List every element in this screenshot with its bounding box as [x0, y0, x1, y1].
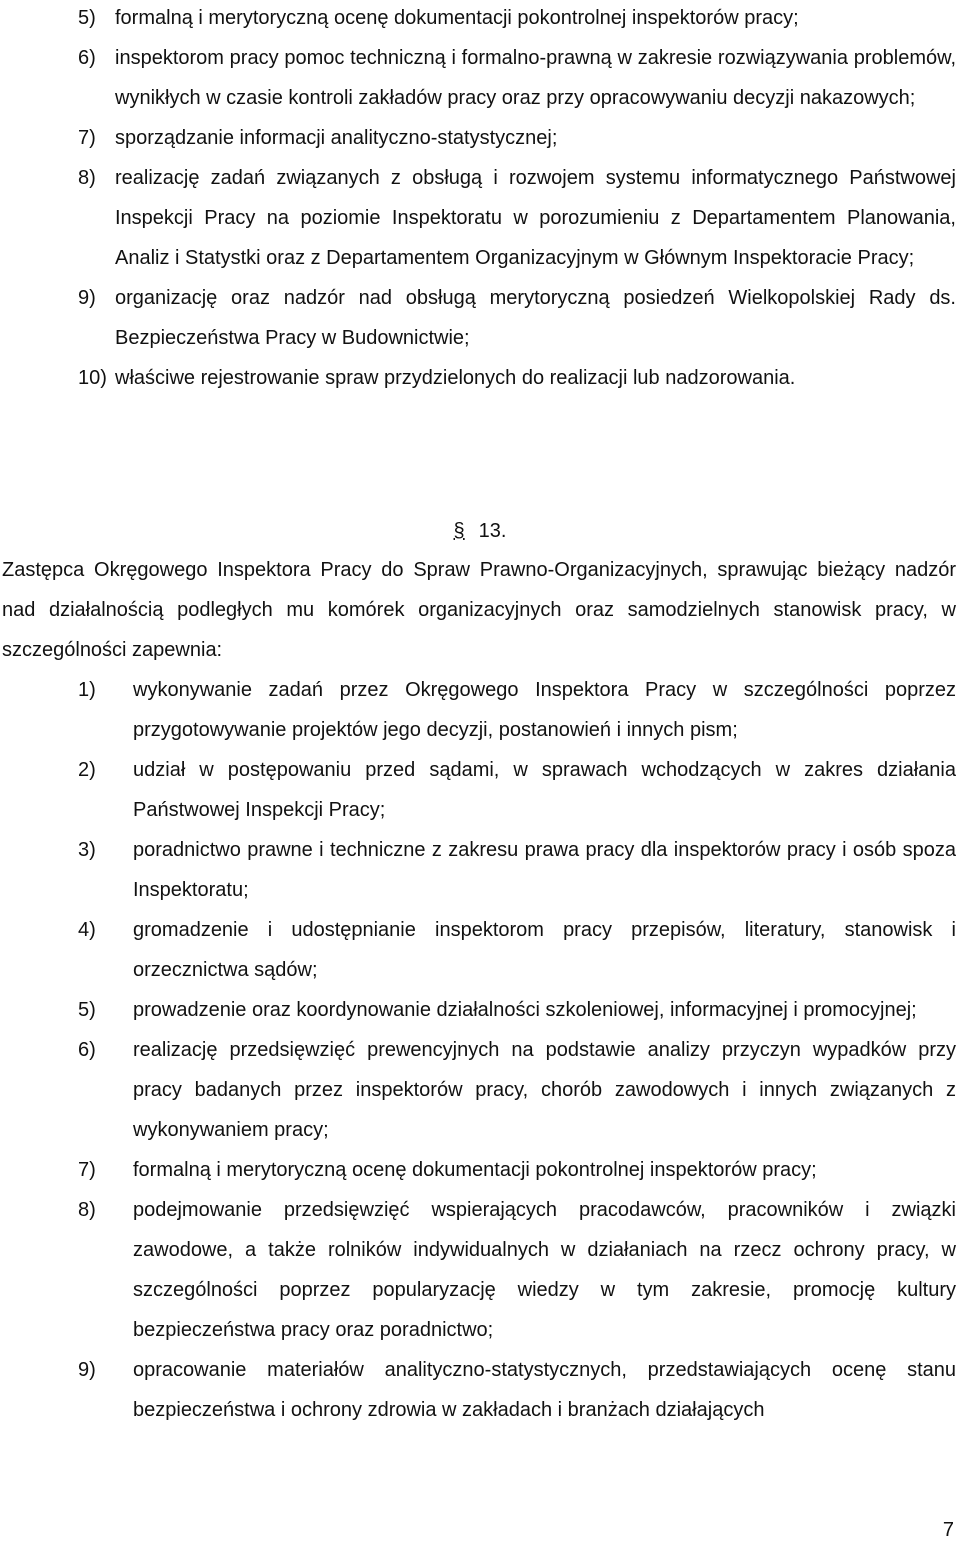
list-item-number: 6) — [78, 1039, 96, 1061]
list-item — [78, 1030, 956, 1150]
section-intro-paragraph: Zastępca Okręgowego Inspektora Pracy do Spraw Prawno-Organizacyjnych, sprawując bieżący nadzór nad działalnością podległych mu komórek organizacyjnych oraz samodzielnych stanowisk pracy, w szczególności zapewnia: — [2, 559, 956, 661]
list-item-text: sporządzanie informacji analityczno-statystycznej; — [115, 127, 558, 149]
continued-duties-list — [78, 0, 956, 398]
list-item — [78, 38, 956, 118]
list-item — [78, 1350, 956, 1430]
section-sign: § — [453, 520, 465, 542]
list-item-text: wykonywanie zadań przez Okręgowego Inspektora Pracy w szczególności poprzez przygotowywanie projektów jego decyzji, postanowień i innych pism; — [133, 679, 956, 741]
section-heading — [0, 511, 960, 551]
list-item-number: 10) — [78, 367, 107, 389]
list-item-text: gromadzenie i udostępnianie inspektorom pracy przepisów, literatury, stanowisk i orzecznictwa sądów; — [133, 919, 956, 981]
list-item-text: właściwe rejestrowanie spraw przydzielonych do realizacji lub nadzorowania. — [115, 367, 796, 389]
list-item-text: realizację przedsięwzięć prewencyjnych na podstawie analizy przyczyn wypadków przy pracy badanych przez inspektorów pracy, chorób zawodowych i innych związanych z wykonywaniem pracy; — [133, 1039, 956, 1141]
list-item — [78, 990, 956, 1030]
list-item-text: poradnictwo prawne i techniczne z zakresu prawa pracy dla inspektorów pracy i osób spoza Inspektoratu; — [133, 839, 956, 901]
list-item-number: 4) — [78, 919, 96, 941]
list-item — [78, 830, 956, 910]
list-item-number: 8) — [78, 1199, 96, 1221]
list-item-text: prowadzenie oraz koordynowanie działalności szkoleniowej, informacyjnej i promocyjnej; — [133, 999, 917, 1021]
list-item — [78, 910, 956, 990]
list-item-number: 2) — [78, 759, 96, 781]
list-item-text: realizację zadań związanych z obsługą i rozwojem systemu informatycznego Państwowej Inspekcji Pracy na poziomie Inspektoratu w porozumieniu z Departamentem Planowania, Analiz i Statystki oraz z Departamentem Organizacyjnym w Głównym Inspektoracie Pracy; — [115, 167, 956, 269]
list-item-number: 8) — [78, 167, 96, 189]
list-item-text: inspektorom pracy pomoc techniczną i formalno-prawną w zakresie rozwiązywania problemów, wynikłych w czasie kontroli zakładów pracy oraz przy opracowywaniu decyzji nakazowych; — [115, 47, 956, 109]
list-item-text: opracowanie materiałów analityczno-statystycznych, przedstawiających ocenę stanu bezpieczeństwa i ochrony zdrowia w zakładach i branżach działających — [133, 1359, 956, 1421]
list-item-number: 5) — [78, 999, 96, 1021]
list-item-text: podejmowanie przedsięwzięć wspierających pracodawców, pracowników i związki zawodowe, a także rolników indywidualnych w działaniach na rzecz ochrony pracy, w szczególności poprzez popularyzację wiedzy w tym zakresie, promocję kultury bezpieczeństwa pracy oraz poradnictwo; — [133, 1199, 956, 1341]
list-item-number: 9) — [78, 287, 96, 309]
list-item — [78, 750, 956, 830]
list-item — [78, 158, 956, 278]
section-number: 13. — [478, 520, 507, 542]
list-item-number: 6) — [78, 47, 96, 69]
list-item-number: 5) — [78, 7, 96, 29]
list-item-text: formalną i merytoryczną ocenę dokumentacji pokontrolnej inspektorów pracy; — [115, 7, 799, 29]
list-item — [78, 358, 956, 398]
list-item — [78, 670, 956, 750]
list-item — [78, 0, 956, 38]
deputy-duties-list — [78, 670, 956, 1430]
list-item-text: udział w postępowaniu przed sądami, w sprawach wchodzących w zakres działania Państwowej Inspekcji Pracy; — [133, 759, 956, 821]
page-number: 7 — [942, 1519, 954, 1541]
list-item-text: organizację oraz nadzór nad obsługą merytoryczną posiedzeń Wielkopolskiej Rady ds. Bezpieczeństwa Pracy w Budownictwie; — [115, 287, 956, 349]
list-item-number: 1) — [78, 679, 96, 701]
list-item-number: 7) — [78, 127, 96, 149]
list-item — [78, 118, 956, 158]
list-item-number: 7) — [78, 1159, 96, 1181]
list-item-text: formalną i merytoryczną ocenę dokumentacji pokontrolnej inspektorów pracy; — [133, 1159, 817, 1181]
list-item — [78, 1190, 956, 1350]
list-item — [78, 278, 956, 358]
list-item — [78, 1150, 956, 1190]
list-item-number: 3) — [78, 839, 96, 861]
list-item-number: 9) — [78, 1359, 96, 1381]
